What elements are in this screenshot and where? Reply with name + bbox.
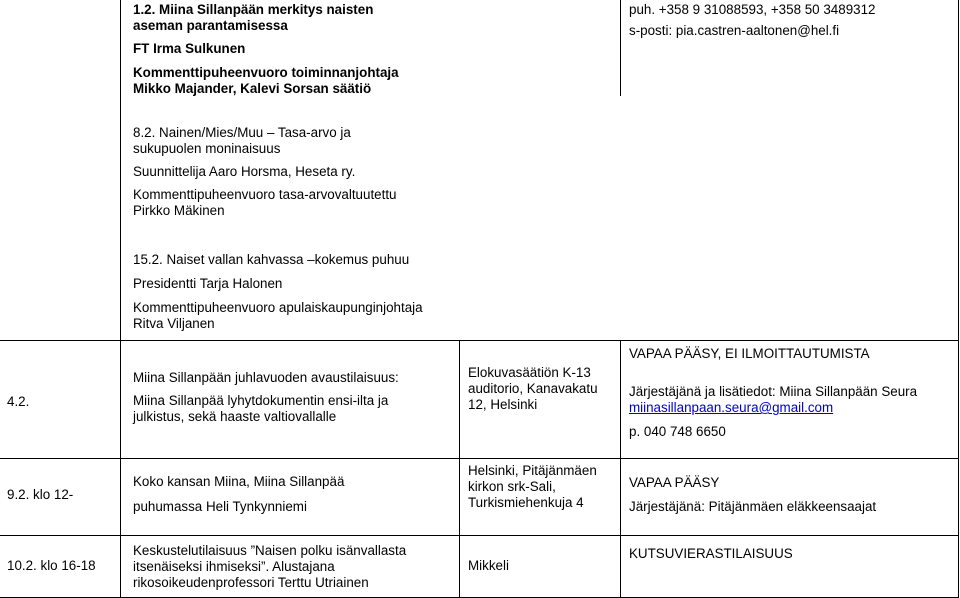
column-divider	[620, 0, 621, 96]
description-line: Keskustelutilaisuus ”Naisen polku isänvallasta itsenäiseksi ihmiseksi”. Alustajana rikosoikeudenprofessori Terttu Utriainen	[133, 543, 407, 590]
table-border-left	[120, 0, 121, 340]
info-line: Järjestäjänä ja lisätiedot: Miina Sillanpään Seura	[629, 384, 918, 399]
table-row-date	[7, 487, 73, 503]
contact-phone: puh. +358 9 31088593, +358 50 3489312	[629, 2, 876, 17]
description-line: puhumassa Heli Tynkynniemi	[133, 499, 307, 514]
row-divider	[0, 340, 959, 341]
event-comment: Kommenttipuheenvuoro tasa-arvovaltuutettu Pirkko Mäkinen	[133, 187, 397, 218]
event-8-2	[133, 125, 423, 219]
info-line: VAPAA PÄÄSY, EI ILMOITTAUTUMISTA	[629, 346, 870, 361]
event-15-2	[133, 252, 433, 332]
column-divider	[620, 340, 621, 598]
date-cell: 10.2. klo 16-18	[7, 558, 96, 573]
event-1-2	[133, 2, 413, 97]
event-title: 15.2. Naiset vallan kahvassa –kokemus puhuu	[133, 252, 410, 267]
event-speaker: Suunnittelija Aaro Horsma, Heseta ry.	[133, 164, 356, 179]
info-line: Järjestäjänä: Pitäjänmäen eläkkeensaajat	[629, 499, 877, 514]
info-phone: p. 040 748 6650	[629, 424, 726, 439]
info-line: KUTSUVIERASTILAISUUS	[629, 546, 793, 561]
place-cell: Helsinki, Pitäjänmäen kirkon srk-Sali, Turkismiehenkuja 4	[468, 463, 597, 510]
table-border-right	[958, 0, 959, 598]
table-row-place	[468, 463, 613, 511]
place-cell: Elokuvasäätiön K-13 auditorio, Kanavakatu 12, Helsinki	[468, 365, 598, 412]
info-line: VAPAA PÄÄSY	[629, 475, 720, 490]
place-cell: Mikkeli	[468, 558, 509, 573]
contact-info	[629, 2, 949, 39]
table-row-date	[7, 394, 29, 410]
table-row-description	[133, 474, 433, 515]
description-line: Koko kansan Miina, Miina Sillanpää	[133, 474, 345, 489]
table-row-info	[629, 546, 949, 562]
row-divider	[0, 458, 959, 459]
event-speaker: Presidentti Tarja Halonen	[133, 276, 283, 291]
description-line: Miina Sillanpään juhlavuoden avaustilaisuus:	[133, 370, 399, 385]
table-row-info	[629, 346, 949, 440]
contact-email: s-posti: pia.castren-aaltonen@hel.fi	[629, 23, 840, 38]
table-row-date	[7, 558, 96, 574]
comment-label: Kommenttipuheenvuoro toiminnanjohtaja	[133, 65, 399, 80]
event-speaker: FT Irma Sulkunen	[133, 41, 246, 56]
column-divider	[120, 340, 121, 598]
table-row-description	[133, 370, 433, 425]
event-title: 8.2. Nainen/Mies/Muu – Tasa-arvo ja sukupuolen moninaisuus	[133, 125, 351, 156]
table-row-place	[468, 558, 613, 574]
event-comment: Kommenttipuheenvuoro apulaiskaupunginjohtaja Ritva Viljanen	[133, 300, 423, 331]
table-row-description	[133, 543, 433, 591]
event-title: 1.2. Miina Sillanpään merkitys naisten aseman parantamisessa	[133, 2, 374, 33]
date-cell: 9.2. klo 12-	[7, 487, 74, 502]
column-divider	[459, 340, 460, 598]
table-row-place	[468, 365, 613, 413]
table-row-info	[629, 475, 949, 515]
date-cell: 4.2.	[7, 394, 30, 409]
email-link[interactable]: miinasillanpaan.seura@gmail.com	[629, 400, 834, 415]
comment-speaker: Mikko Majander, Kalevi Sorsan säätiö	[133, 81, 372, 96]
description-line: Miina Sillanpää lyhytdokumentin ensi-ilta ja julkistus, sekä haaste valtiovallalle	[133, 393, 389, 424]
row-divider	[0, 535, 959, 536]
